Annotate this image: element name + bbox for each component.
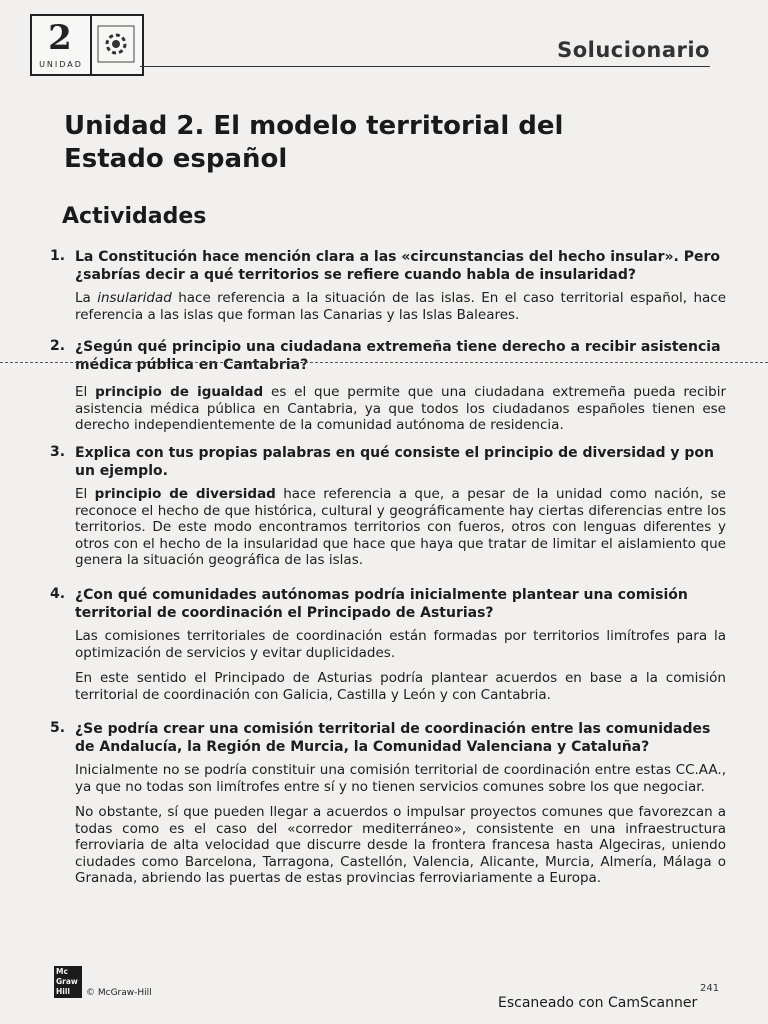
answer-paragraph: Inicialmente no se podría constituir una comisión territorial de coordinación entre estas CC.AA., ya que no todas son limítrofes entre sí y no tienen servicios comunes sobre los que negociar. (75, 762, 726, 795)
answer-italic-term: insularidad (97, 290, 172, 306)
answer-paragraph (75, 290, 726, 323)
copyright-text: © McGraw-Hill (86, 988, 152, 998)
question-text: ¿Según qué principio una ciudadana extremeña tiene derecho a recibir asistencia médica pública en Cantabria? (75, 339, 721, 373)
question-number: 5. (50, 720, 66, 736)
answer-bold-term: principio de igualdad (95, 384, 264, 400)
answer-text: El (75, 486, 95, 502)
running-title: Solucionario (557, 38, 710, 62)
question-1 (50, 248, 726, 323)
answer-bold-term: principio de diversidad (94, 486, 276, 502)
answer-paragraph: No obstante, sí que pueden llegar a acuerdos o impulsar proyectos comunes que favorezcan a todas como es el caso del «corredor mediterráneo», consistente en una infraestructura ferroviaria de alta velocidad que discurre desde la frontera francesa hasta Algeciras, uniendo ciudades como Barcelona, Tarragona, Castellón, Valencia, Alicante, Murcia, Almería, Málaga o Granada, abriendo las puertas de estas provincias ferroviariamente a Europa. (75, 804, 726, 886)
question-number: 2. (50, 338, 66, 354)
answer-text: es el que permite que una ciudadana extremeña pueda recibir asistencia médica pública en Cantabria, ya que todos los ciudadanos españoles tienen ese derecho independientemente de la comunidad autónoma de residencia. (75, 384, 727, 433)
page-title-line-1: Unidad 2. El modelo territorial del (64, 111, 564, 141)
question-text: ¿Se podría crear una comisión territorial de coordinación entre las comunidades de Andalucía, la Región de Murcia, la Comunidad Valenciana y Cataluña? (75, 721, 711, 755)
unit-label: UNIDAD (39, 60, 83, 69)
question-5 (50, 720, 726, 887)
answer-text: El (75, 384, 96, 400)
question-number: 3. (50, 444, 66, 460)
page-title-line-2: Estado español (64, 144, 288, 174)
publisher-logo (54, 966, 82, 998)
question-4 (50, 586, 726, 703)
answer-text: hace referencia a la situación de las islas. En el caso territorial español, hace referencia a las islas que forman las Canarias y las Islas Baleares. (75, 290, 726, 323)
logo-text: Mc (56, 967, 68, 976)
unit-number: 2 (48, 18, 72, 58)
question-text: ¿Con qué comunidades autónomas podría inicialmente plantear una comisión territorial de coordinación el Principado de Asturias? (75, 587, 688, 621)
answer-paragraph (75, 486, 726, 569)
unit-badge (30, 14, 92, 76)
question-text: La Constitución hace mención clara a las «circunstancias del hecho insular». Pero ¿sabrías decir a qué territorios se refiere cuando habla de insularidad? (75, 249, 720, 283)
question-3 (50, 444, 726, 569)
answer-text: hace referencia a que, a pesar de la unidad como nación, se reconoce el hecho de que histórica, cultural y geográficamente hay ciertas diferencias entre los territorios. De este modo encontramos territorios con fueros, otros con lenguas diferentes y otros con el hecho de la insularidad que hace que haya que tratar de limitar el aislamiento que genera la situación geográfica de las islas. (75, 486, 726, 568)
question-number: 1. (50, 248, 66, 264)
answer-paragraph (75, 384, 726, 434)
answer-paragraph: En este sentido el Principado de Asturias podría plantear acuerdos en base a la comisión territorial de coordinación con Galicia, Castilla y León y con Cantabria. (75, 670, 726, 703)
question-text: Explica con tus propias palabras en qué consiste el principio de diversidad y pon un ejemplo. (75, 445, 714, 479)
scan-fold-line (0, 362, 768, 363)
scanner-watermark: Escaneado con CamScanner (498, 995, 698, 1011)
page-title (64, 110, 704, 176)
question-number: 4. (50, 586, 66, 602)
question-2 (50, 338, 726, 434)
answer-text: La (75, 290, 98, 306)
logo-text: Graw (56, 977, 78, 986)
answer-paragraph: Las comisiones territoriales de coordinación están formadas por territorios limítrofes para la optimización de servicios y evitar duplicidades. (75, 628, 726, 661)
section-heading: Actividades (62, 204, 207, 229)
page-number: 241 (700, 983, 720, 994)
gear-icon (90, 14, 144, 76)
header-rule (140, 66, 710, 67)
logo-text: Hill (56, 987, 70, 996)
